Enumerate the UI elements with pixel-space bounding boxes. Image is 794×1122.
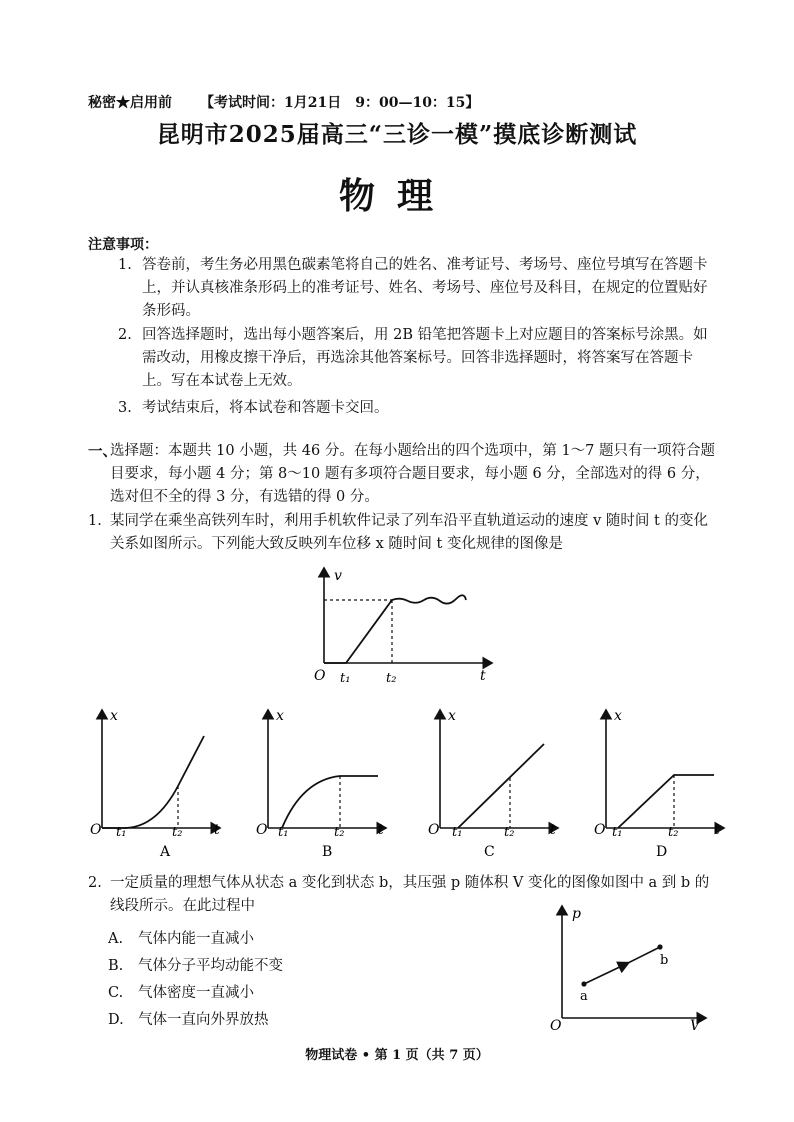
question-1 [88, 510, 718, 556]
v-label: v [334, 568, 342, 584]
secret-label: 秘密★启用前 [88, 95, 172, 111]
option-label: B [322, 844, 333, 860]
process-arrow [584, 964, 626, 984]
note-text: 回答选择题时，选出每小题答案后，用 2B 铅笔把答题卡上对应题目的答案标号涂黑。如需改动，用橡皮擦干净后，再选涂其他答案标号。回答非选择题时，将答案写在答题卡上。写在本试卷上无效。 [142, 327, 708, 389]
q2-option-a [108, 927, 254, 948]
q2-option-b [108, 954, 283, 975]
t1-label: t₁ [452, 825, 463, 840]
option-letter: C. [108, 985, 124, 1001]
t1-label: t₁ [612, 825, 623, 840]
note-item [118, 397, 718, 420]
question-number: 2. [88, 875, 102, 891]
t-label: t [550, 822, 556, 838]
option-text: 气体一直向外界放热 [138, 1012, 269, 1028]
exam-title: 昆明市2025届高三“三诊一模”摸底诊断测试 [156, 121, 638, 148]
question-number: 1. [88, 513, 102, 529]
note-number: 3. [118, 400, 132, 416]
option-letter: D. [108, 1012, 124, 1028]
option-letter: A. [108, 931, 124, 947]
y-axis-label: x [614, 708, 622, 724]
b-label: b [660, 953, 669, 968]
origin-label: O [594, 822, 606, 838]
t1-label: t₁ [278, 825, 289, 840]
note-item [118, 254, 718, 323]
p-label: p [572, 906, 581, 922]
section-number: 一、 [88, 443, 117, 460]
option-c-graph [424, 700, 564, 860]
x-t-curve [618, 775, 714, 828]
option-letter: B. [108, 958, 124, 974]
origin-label: O [314, 668, 326, 684]
t1-label: t₁ [116, 825, 127, 840]
option-text: 气体内能一直减小 [138, 931, 254, 947]
a-label: a [580, 989, 588, 1004]
y-axis-label: x [110, 708, 118, 724]
state-b-point [657, 944, 662, 949]
pressure-volume-graph [544, 898, 714, 1034]
t2-label: t₂ [668, 825, 679, 840]
origin-label: O [550, 1018, 562, 1034]
t-label: t [480, 668, 486, 684]
q2-option-c [108, 981, 254, 1002]
process-line [626, 947, 660, 964]
t1-label: t₁ [340, 671, 351, 686]
t2-label: t₂ [334, 825, 345, 840]
note-text: 答卷前，考生务必用黑色碳素笔将自己的姓名、准考证号、考场号、座位号填写在答题卡上，并认真核准条形码上的准考证号、姓名、考场号、座位号及科目，在规定的位置贴好条形码。 [142, 257, 708, 319]
velocity-time-graph [300, 560, 500, 690]
option-b-graph [252, 700, 392, 860]
option-a-graph [86, 700, 226, 860]
t2-label: t₂ [504, 825, 515, 840]
option-label: A [160, 844, 171, 860]
y-axis-label: x [276, 708, 284, 724]
exam-time: 【考试时间：1月21日 9：00—10：15】 [200, 95, 480, 111]
v-label: V [690, 1018, 701, 1034]
question-text: 一定质量的理想气体从状态 a 变化到状态 b，其压强 p 随体积 V 变化的图像如图中 a 到 b 的线段所示。在此过程中 [110, 875, 710, 914]
option-d-graph [590, 700, 730, 860]
subject-title: 物理 [338, 175, 455, 217]
note-number: 1. [118, 257, 132, 273]
x-t-curve [282, 776, 378, 828]
note-number: 2. [118, 327, 132, 343]
notes-heading: 注意事项： [88, 237, 158, 253]
option-label: D [656, 844, 668, 860]
x-t-curve [458, 744, 544, 828]
origin-label: O [90, 822, 102, 838]
origin-label: O [428, 822, 440, 838]
q2-option-d [108, 1008, 269, 1029]
section-instructions [88, 440, 718, 509]
note-item [118, 324, 718, 393]
t2-label: t₂ [172, 825, 183, 840]
x-t-curve [102, 736, 204, 828]
t2-label: t₂ [386, 671, 397, 686]
state-a-point [581, 981, 586, 986]
y-axis-label: x [448, 708, 456, 724]
note-text: 考试结束后，将本试卷和答题卡交回。 [142, 400, 389, 416]
page-footer: 物理试卷 • 第 1 页（共 7 页） [305, 1048, 489, 1063]
t-label: t [378, 822, 384, 838]
origin-label: O [256, 822, 268, 838]
t-label: t [214, 822, 220, 838]
section-text: 选择题：本题共 10 小题，共 46 分。在每小题给出的四个选项中，第 1～7 题只有一项符合题目要求，每小题 4 分；第 8～10 题有多项符合题目要求，每小题 6 分，全部选对的得 6 分，选对但不全的得 3 分，有选错的得 0 分。 [110, 443, 716, 505]
question-text: 某同学在乘坐高铁列车时，利用手机软件记录了列车沿平直轨道运动的速度 v 随时间 t 的变化关系如图所示。下列能大致反映列车位移 x 随时间 t 变化规律的图像是 [110, 513, 708, 552]
t-label: t [714, 822, 720, 838]
option-text: 气体密度一直减小 [138, 985, 254, 1001]
option-text: 气体分子平均动能不变 [138, 958, 283, 974]
option-label: C [484, 844, 495, 860]
velocity-curve [324, 595, 466, 663]
exam-header [88, 92, 479, 112]
